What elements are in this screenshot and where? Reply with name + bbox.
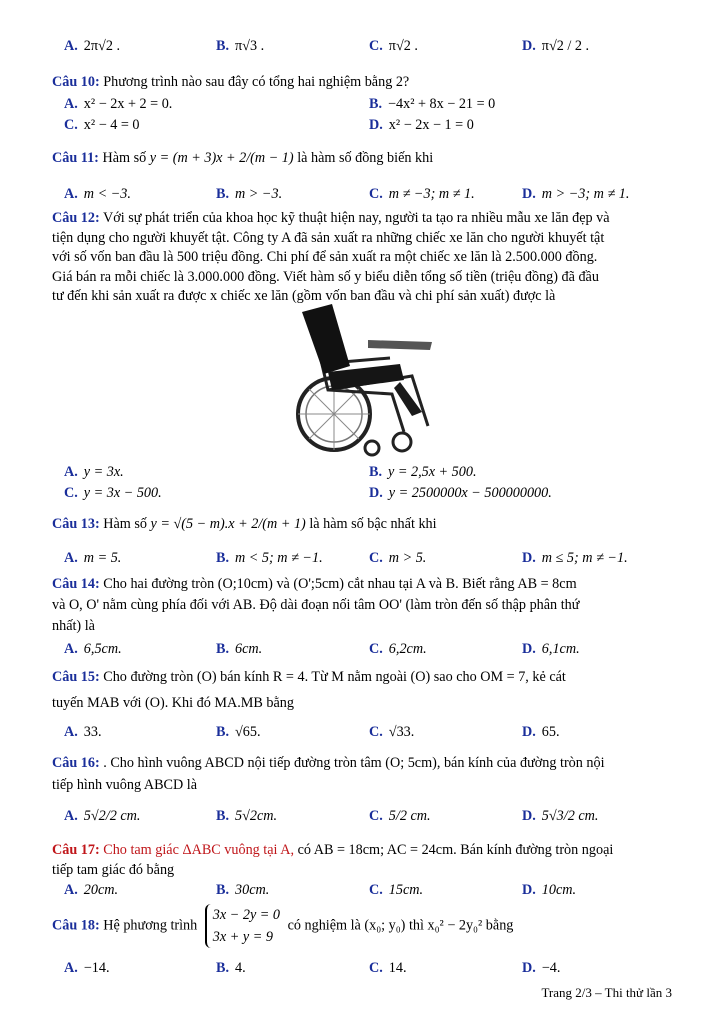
q9-option-c: C. π√2 . bbox=[369, 38, 418, 54]
q17-red-text: Cho tam giác ΔABC vuông tại A, bbox=[103, 842, 295, 858]
q18-eq2: 3x + y = 9 bbox=[212, 929, 273, 945]
q16-option-b: B. 5√2cm. bbox=[216, 808, 278, 824]
q11-option-c: C. m ≠ −3; m ≠ 1. bbox=[369, 186, 475, 202]
q11-formula: y = (m + 3)x + 2/(m − 1) bbox=[149, 150, 294, 166]
q16-option-a: A. 5√2/2 cm. bbox=[64, 808, 141, 824]
q15-stem: Câu 15: Cho đường tròn (O) bán kính R = 4. Từ M nằm ngoài (O) sao cho OM = 7, kẻ cát tuyến MAB với (O). Khi đó MA.MB bằng bbox=[52, 669, 566, 711]
q13-stem: Câu 13: Hàm số y = √(5 − m).x + 2/(m + 1) là hàm số bậc nhất khi bbox=[52, 516, 437, 532]
q13-option-c: C. m > 5. bbox=[369, 550, 427, 566]
q14-option-a: A. 6,5cm. bbox=[64, 641, 122, 657]
q10-option-b: B. −4x² + 8x − 21 = 0 bbox=[369, 96, 496, 112]
q11-option-d: D. m > −3; m ≠ 1. bbox=[522, 186, 630, 202]
q15-option-d: D. 65. bbox=[522, 724, 560, 740]
q13-option-d: D. m ≤ 5; m ≠ −1. bbox=[522, 550, 628, 566]
q12-option-a: A. y = 3x. bbox=[64, 464, 124, 480]
q18-equation-system bbox=[205, 904, 280, 948]
q17-stem: Câu 17: Cho tam giác ΔABC vuông tại A, có AB = 18cm; AC = 24cm. Bán kính đường tròn ngoại tiếp tam giác đó bằng bbox=[52, 842, 614, 878]
q15-option-a: A. 33. bbox=[64, 724, 102, 740]
q15-option-b: B. √65. bbox=[216, 724, 261, 740]
q12-option-d: D. y = 2500000x − 500000000. bbox=[369, 485, 552, 501]
q9-option-d: D. π√2 / 2 . bbox=[522, 38, 590, 54]
q11-option-a: A. m < −3. bbox=[64, 186, 131, 202]
q17-option-b: B. 30cm. bbox=[216, 882, 270, 898]
q10-option-d: D. x² − 2x − 1 = 0 bbox=[369, 117, 474, 133]
q14-option-d: D. 6,1cm. bbox=[522, 641, 580, 657]
q9-option-a: A. 2π√2 . bbox=[64, 38, 121, 54]
q18-option-c: C. 14. bbox=[369, 960, 407, 976]
q18-option-d: D. −4. bbox=[522, 960, 561, 976]
q12-option-b: B. y = 2,5x + 500. bbox=[369, 464, 477, 480]
q15-option-c: C. √33. bbox=[369, 724, 415, 740]
q17-option-a: A. 20cm. bbox=[64, 882, 119, 898]
q10-option-a: A. x² − 2x + 2 = 0. bbox=[64, 96, 173, 112]
q16-option-c: C. 5/2 cm. bbox=[369, 808, 431, 824]
q16-stem: Câu 16: . Cho hình vuông ABCD nội tiếp đường tròn tâm (O; 5cm), bán kính của đường tròn nội tiếp hình vuông ABCD là bbox=[52, 755, 605, 793]
q17-option-c: C. 15cm. bbox=[369, 882, 424, 898]
q14-option-b: B. 6cm. bbox=[216, 641, 263, 657]
q18-eq1: 3x − 2y = 0 bbox=[212, 907, 281, 923]
q12-stem: Câu 12: Với sự phát triển của khoa học kỹ thuật hiện nay, người ta tạo ra nhiều mẫu xe lăn đẹp và tiện dụng cho người khuyết tật. Công ty A đã sản xuất ra những chiếc xe lăn cho người khuyết tật với số vốn ban đầu là 500 triệu đồng. Chi phí để sản xuất ra một chiếc xe lăn là 2.500.000 đồng. Giá bán ra mỗi chiếc là 3.000.000 đồng. Viết hàm số y biểu diễn tổng số tiền (triệu đồng) đã đầu tư đến khi sản xuất ra được x chiếc xe lăn (gồm vốn ban đầu và chi phí sản xuất) được là bbox=[52, 210, 610, 304]
q11-option-b: B. m > −3. bbox=[216, 186, 283, 202]
q17-option-d: D. 10cm. bbox=[522, 882, 577, 898]
q13-formula: y = √(5 − m).x + 2/(m + 1) bbox=[150, 516, 306, 532]
q10-option-c: C. x² − 4 = 0 bbox=[64, 117, 140, 133]
q10-stem: Câu 10: Phương trình nào sau đây có tổng hai nghiệm bằng 2? bbox=[52, 74, 410, 90]
q14-option-c: C. 6,2cm. bbox=[369, 641, 427, 657]
q12-option-c: C. y = 3x − 500. bbox=[64, 485, 162, 501]
page-footer: Trang 2/3 – Thi thử lần 3 bbox=[541, 985, 672, 1000]
wheelchair-image bbox=[272, 302, 442, 462]
q13-option-a: A. m = 5. bbox=[64, 550, 122, 566]
q18-option-b: B. 4. bbox=[216, 960, 246, 976]
q14-stem: Câu 14: Cho hai đường tròn (O;10cm) và (O';5cm) cắt nhau tại A và B. Biết rằng AB = 8cm và O, O' nằm cùng phía đối với AB. Độ dài đoạn nối tâm OO' (làm tròn đến số thập phân thứ nhất) là bbox=[52, 576, 580, 634]
q11-stem: Câu 11: Hàm số y = (m + 3)x + 2/(m − 1) là hàm số đồng biến khi bbox=[52, 150, 434, 166]
q18-stem: Câu 18: Hệ phương trình 3x − 2y = 0 3x + y = 9 có nghiệm là (x₀; y₀) thì x₀² − 2y₀² bằng bbox=[52, 904, 684, 948]
q9-option-b: B. π√3 . bbox=[216, 38, 265, 54]
q16-option-d: D. 5√3/2 cm. bbox=[522, 808, 599, 824]
q18-option-a: A. −14. bbox=[64, 960, 110, 976]
q13-option-b: B. m < 5; m ≠ −1. bbox=[216, 550, 323, 566]
